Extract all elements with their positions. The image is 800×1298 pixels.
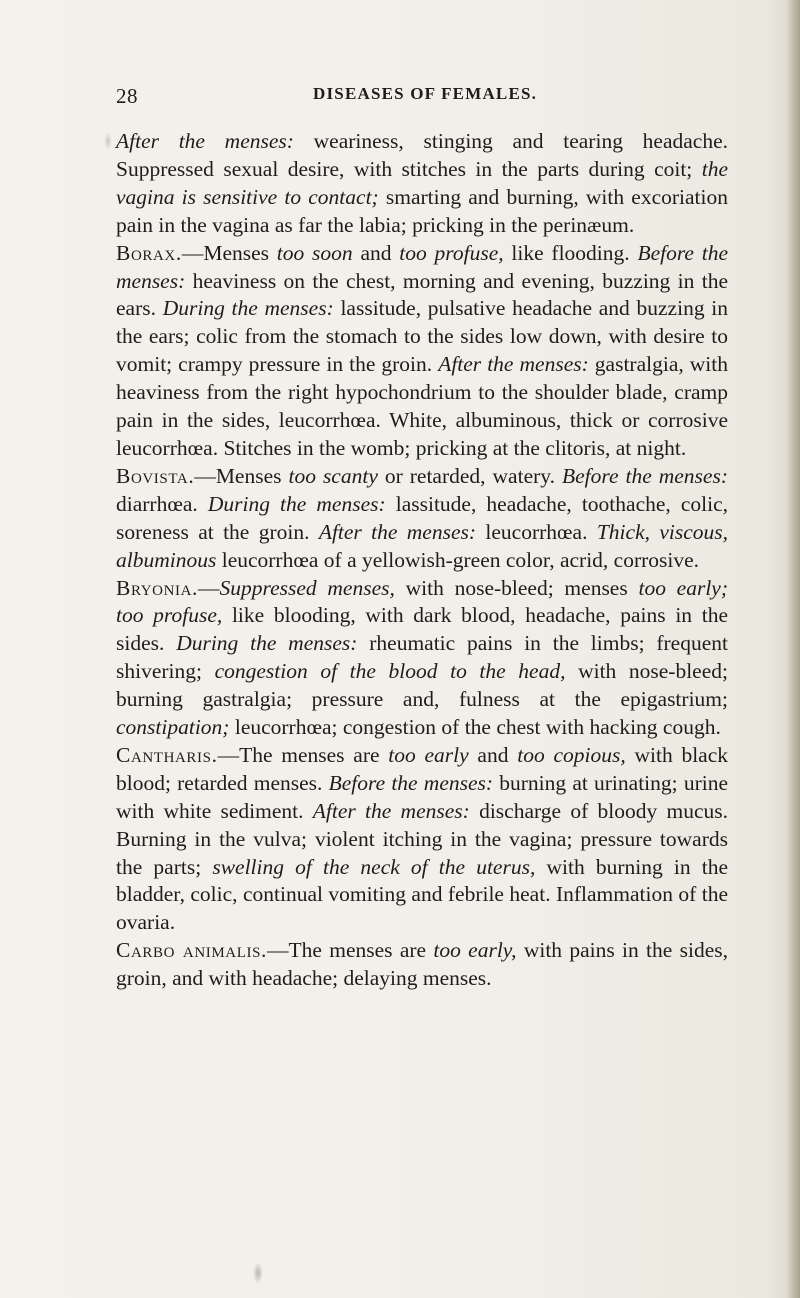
remedy-name: Carbo animalis. xyxy=(116,938,268,963)
italic-phrase: During the menses: xyxy=(162,296,334,321)
text-run: weariness, stinging and tearing headache. Suppressed sexual desire, with stitches in the parts during coit; xyxy=(116,129,728,181)
italic-phrase: too early; xyxy=(638,575,729,600)
italic-phrase: Before the menses: xyxy=(116,240,728,293)
text-run: lassitude, pulsative headache and buzzing in the ears; colic from the stomach to the sides low down, with desire to vomit; crampy pressure in the groin. xyxy=(116,296,728,377)
paragraph-bryonia xyxy=(116,575,728,742)
text-run: burning at urinating; urine with white sediment. xyxy=(116,770,728,823)
italic-phrase: Before the menses: xyxy=(328,770,494,795)
text-run: and xyxy=(352,240,400,265)
paragraph-after-menses xyxy=(116,128,728,240)
italic-phrase: After the menses: xyxy=(312,798,470,823)
text-run: with nose-bleed; menses xyxy=(394,575,639,600)
text-run: rheumatic pains in the limbs; frequent shivering; xyxy=(116,631,728,684)
paragraph-bovista xyxy=(116,463,728,575)
italic-phrase: too scanty xyxy=(288,463,378,488)
text-run: with black blood; retarded menses. xyxy=(116,742,728,795)
text-run: —Menses xyxy=(194,463,289,488)
text-run: leucorrhœa. xyxy=(476,519,597,544)
paragraph-borax xyxy=(116,240,728,463)
text-run: like flooding. xyxy=(503,240,638,265)
italic-phrase: Before the menses: xyxy=(561,463,728,488)
italic-phrase: too profuse, xyxy=(116,603,223,628)
italic-phrase: Suppressed menses, xyxy=(219,575,395,600)
running-head: DISEASES OF FEMALES. xyxy=(313,84,538,103)
italic-phrase: Thick, viscous, albuminous xyxy=(116,519,729,572)
italic-phrase: After the menses: xyxy=(438,352,589,377)
remedy-name: Cantharis. xyxy=(116,742,218,767)
paragraph-cantharis xyxy=(116,742,728,937)
text-run: —Menses xyxy=(181,240,277,265)
body-text xyxy=(116,128,728,993)
text-run: lassitude, headache, toothache, colic, soreness at the groin. xyxy=(116,491,729,544)
text-run: — xyxy=(198,575,220,600)
italic-phrase: During the menses: xyxy=(207,491,386,516)
remedy-name: Bovista. xyxy=(116,463,195,488)
italic-phrase: swelling of the neck of the uterus, xyxy=(212,854,536,879)
text-run: like blooding, with dark blood, headache, pains in the sides. xyxy=(116,603,728,656)
italic-phrase: congestion of the blood to the head, xyxy=(214,659,566,684)
paper-speck xyxy=(253,1262,263,1284)
italic-phrase: too early xyxy=(388,742,469,767)
remedy-name: Borax. xyxy=(116,240,182,265)
text-run: with burning in the bladder, colic, continual vomiting and febrile heat. Inflammation of the ovaria. xyxy=(116,854,728,935)
page-header xyxy=(116,84,716,110)
italic-phrase: the vagina is sensitive to contact; xyxy=(116,156,728,209)
page-edge-shadow xyxy=(786,0,800,1298)
italic-phrase: too copious, xyxy=(517,742,626,767)
text-run: gastralgia, with heaviness from the right hypochondrium to the shoulder blade, cramp pain in the sides, leucorrhœa. White, albuminous, thick or corrosive leucorrhœa. Stitches in the womb; pricking at the clitoris, at night. xyxy=(116,352,728,460)
italic-phrase: After the menses: xyxy=(116,129,294,153)
italic-phrase: During the menses: xyxy=(176,631,358,656)
italic-phrase: constipation; xyxy=(116,715,230,740)
text-run: leucorrhœa of a yellowish-green color, acrid, corrosive. xyxy=(216,547,700,572)
text-run: leucorrhœa; congestion of the chest with hacking cough. xyxy=(229,715,721,740)
italic-phrase: too early, xyxy=(433,938,517,963)
text-run: diarrhœa. xyxy=(116,491,208,516)
text-run: or retarded, watery. xyxy=(377,463,562,488)
text-run: —The menses are xyxy=(217,742,389,767)
text-run: discharge of bloody mucus. Burning in the vulva; violent itching in the vagina; pressure towards the parts; xyxy=(116,798,729,879)
italic-phrase: After the menses: xyxy=(318,519,477,544)
paper-speck xyxy=(104,132,112,150)
remedy-name: Bryonia. xyxy=(116,575,199,600)
text-run: with pains in the sides, groin, and with headache; delaying menses. xyxy=(116,938,728,991)
text-run: heaviness on the chest, morning and evening, buzzing in the ears. xyxy=(116,268,728,321)
page-number: 28 xyxy=(116,84,138,108)
text-run: smarting and burning, with excoriation pain in the vagina as far the labia; pricking in the perinæum. xyxy=(116,184,728,237)
text-run: with nose-bleed; burning gastralgia; pressure and, fulness at the epigastrium; xyxy=(116,659,728,712)
paragraph-carbo-animalis xyxy=(116,937,728,993)
italic-phrase: too profuse, xyxy=(399,240,504,265)
italic-phrase: too soon xyxy=(276,240,353,265)
text-run: —The menses are xyxy=(267,938,434,963)
text-run: and xyxy=(468,742,518,767)
